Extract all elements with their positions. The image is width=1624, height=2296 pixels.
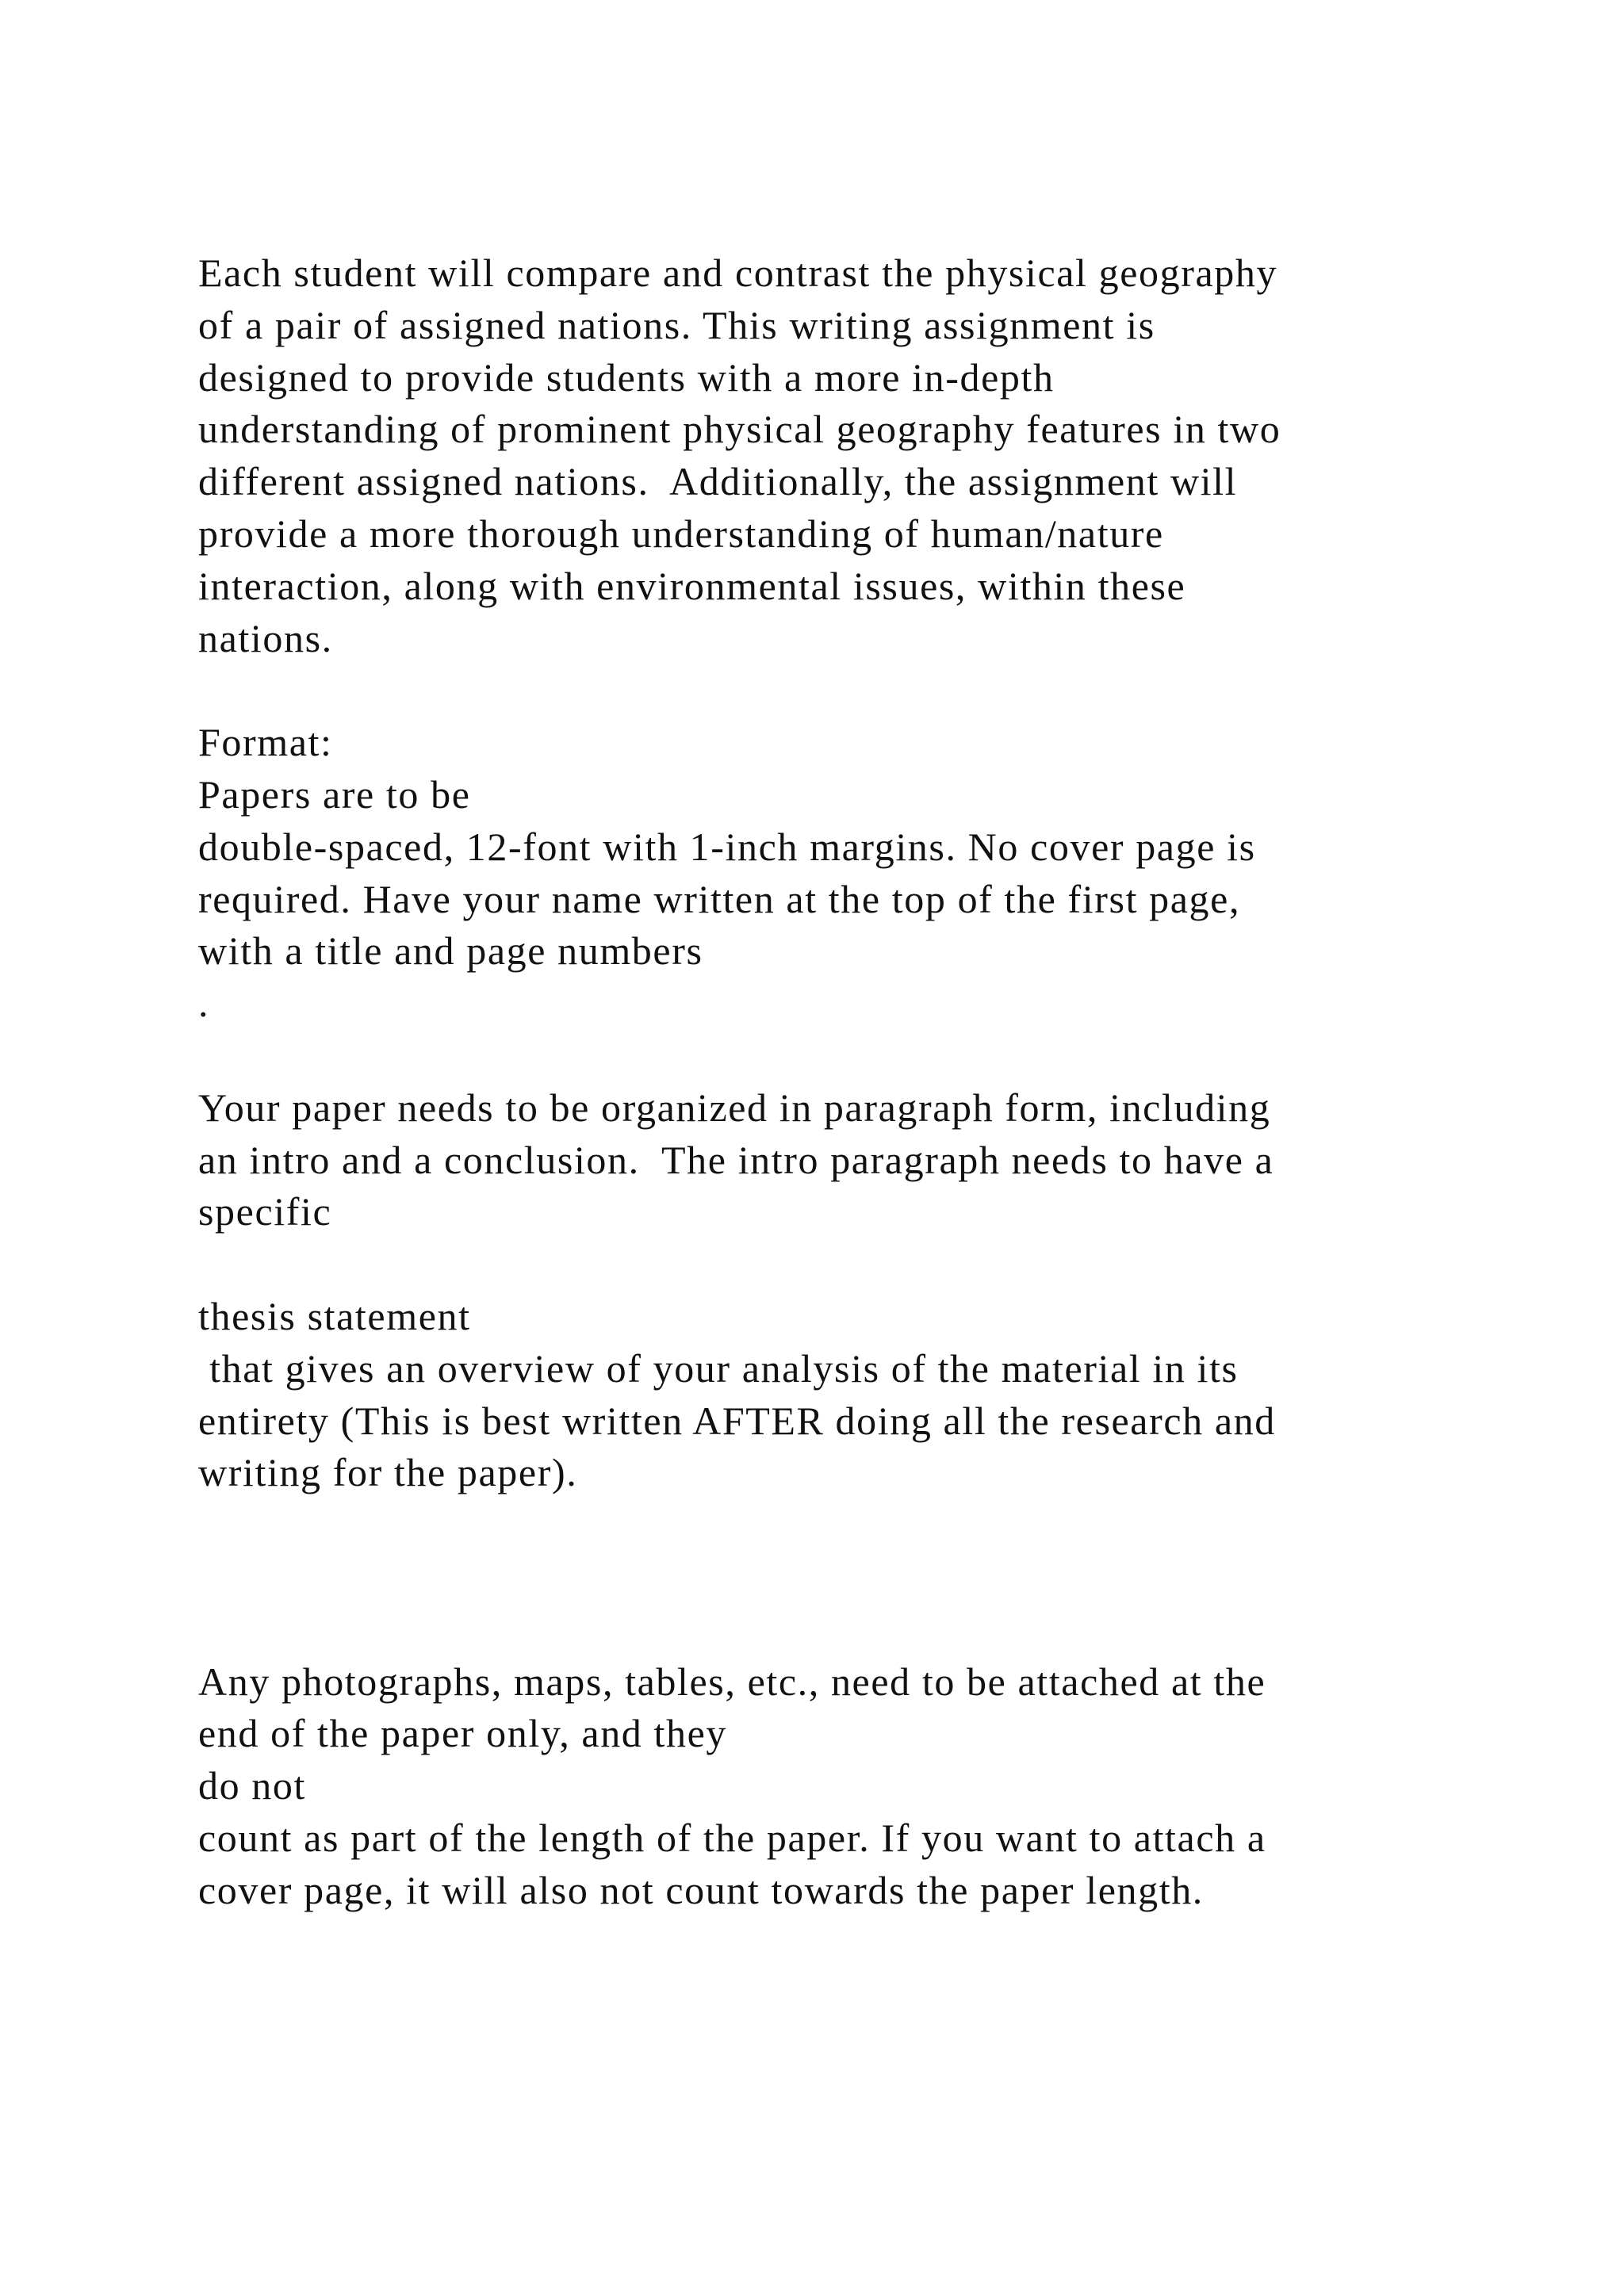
blank-line: [198, 664, 1507, 717]
text-line: of a pair of assigned nations. This writing assignment is: [198, 302, 1155, 347]
blank-line: [198, 1552, 1507, 1604]
text-line: an intro and a conclusion. The intro paragraph needs to have a: [198, 1137, 1274, 1182]
text-line: specific: [198, 1189, 332, 1234]
text-line: end of the paper only, and they: [198, 1711, 727, 1756]
text-line: understanding of prominent physical geography features in two: [198, 407, 1281, 452]
text-line: nations.: [198, 615, 333, 660]
text-line: .: [198, 981, 210, 1026]
blank-line: [198, 1499, 1507, 1552]
text-line: double-spaced, 12-font with 1-inch margins. No cover page is: [198, 824, 1256, 869]
text-line: thesis statement: [198, 1293, 471, 1338]
document-body: [198, 247, 1507, 1917]
text-line: cover page, it will also not count towards the paper length.: [198, 1867, 1204, 1912]
text-line: entirety (This is best written AFTER doing all the research and: [198, 1398, 1276, 1443]
text-line: Each student will compare and contrast the physical geography: [198, 251, 1278, 295]
text-line: provide a more thorough understanding of human/nature: [198, 511, 1164, 556]
text-line: different assigned nations. Additionally, the assignment will: [198, 459, 1238, 504]
text-line: that gives an overview of your analysis of the material in its: [198, 1345, 1239, 1391]
text-line: Any photographs, maps, tables, etc., need to be attached at the: [198, 1659, 1266, 1704]
text-line: designed to provide students with a more in-depth: [198, 354, 1055, 400]
text-line: Your paper needs to be organized in paragraph form, including: [198, 1085, 1271, 1130]
text-line: interaction, along with environmental issues, within these: [198, 563, 1186, 608]
blank-line: [198, 1604, 1507, 1656]
text-line: required. Have your name written at the top of the first page,: [198, 876, 1241, 921]
text-line: with a title and page numbers: [198, 928, 703, 974]
blank-line: [198, 1030, 1507, 1082]
text-line: count as part of the length of the paper. If you want to attach a: [198, 1815, 1266, 1860]
blank-line: [198, 1238, 1507, 1291]
text-line: Format:: [198, 720, 333, 765]
text-line: Papers are to be: [198, 771, 471, 817]
text-line: do not: [198, 1763, 306, 1808]
text-line: writing for the paper).: [198, 1450, 578, 1495]
